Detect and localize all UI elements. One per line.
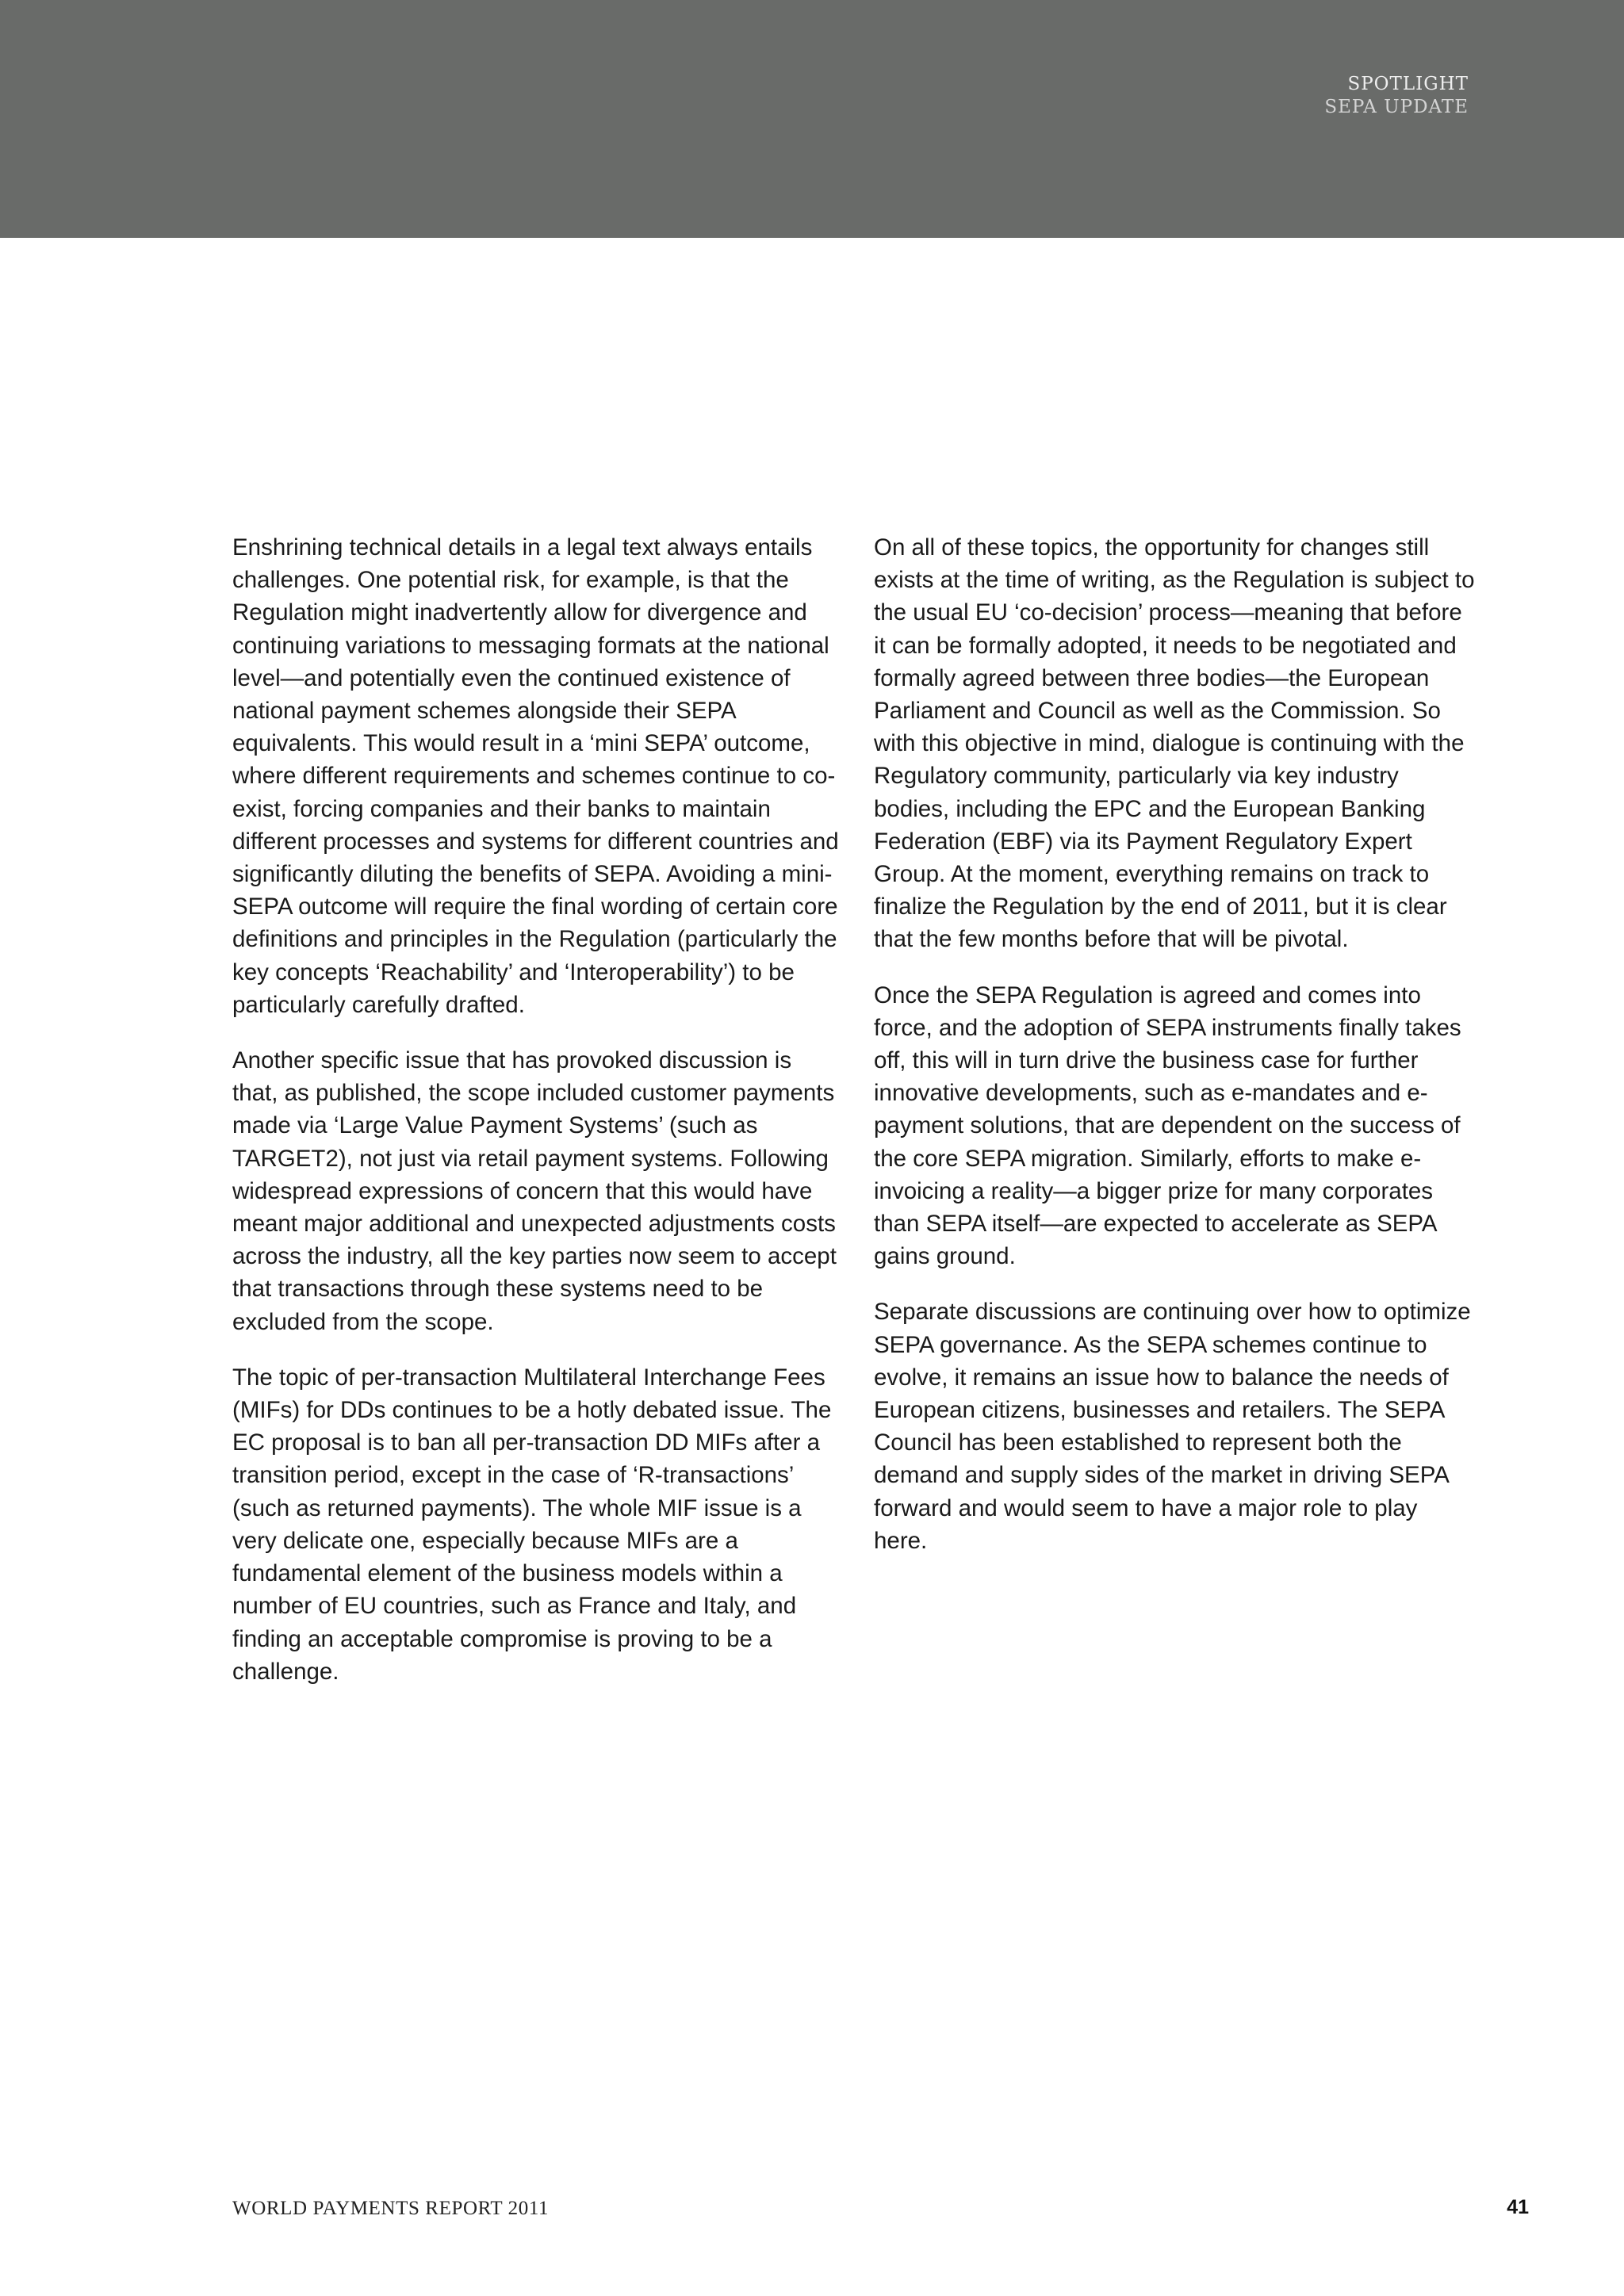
paragraph: Enshrining technical details in a legal text always entails challenges. One potential risk, for example, is that the Regulation might inadvertently allow for divergence and continuing variations to messaging formats at the national level—and potentially even the continued existence of national payment schemes alongside their SEPA equivalents. This would result in a ‘mini SEPA’ outcome, where different requirements and schemes continue to co-exist, forcing companies and their banks to maintain different processes and systems for different countries and significantly diluting the benefits of SEPA. Avoiding a mini-SEPA outcome will require the final wording of certain core definitions and principles in the Regulation (particularly the key concepts ‘Reachability’ and ‘Interoperability’) to be particularly carefully drafted.	[232, 534, 839, 1018]
section-subtitle: SEPA UPDATE	[1324, 97, 1469, 117]
section-title: SPOTLIGHT	[1347, 74, 1469, 94]
paragraph: On all of these topics, the opportunity for changes still exists at the time of writing, as the Regulation is subject to the usual EU ‘co-decision’ process—meaning that before it can be formally adopted, it needs to be negotiated and formally agreed between three bodies—the European Parliament and Council as well as the Commission. So with this objective in mind, dialogue is continuing with the Regulatory community, particularly via key industry bodies, including the EPC and the European Banking Federation (EBF) via its Payment Regulatory Expert Group. At the moment, everything remains on track to finalize the Regulation by the end of 2011, but it is clear that the few months before that will be pivotal.	[874, 534, 1475, 953]
footer-publication-title: WORLD PAYMENTS REPORT 2011	[232, 2198, 550, 2219]
page-number: 41	[1507, 2196, 1529, 2218]
paragraph: The topic of per-transaction Multilateral Interchange Fees (MIFs) for DDs continues to be a hotly debated issue. The EC proposal is to ban all per-transaction DD MIFs after a transition period, except in the case of ‘R-transactions’ (such as returned payments). The whole MIF issue is a very delicate one, especially because MIFs are a fundamental element of the business models within a number of EU countries, such as France and Italy, and finding an acceptable compromise is proving to be a challenge.	[232, 1364, 832, 1685]
header-band	[0, 0, 1624, 238]
paragraph: Another specific issue that has provoked discussion is that, as published, the scope included customer payments made via ‘Large Value Payment Systems’ (such as TARGET2), not just via retail payment systems. Following widespread expressions of concern that this would have meant major additional and unexpected adjustments costs across the industry, all the key parties now seem to accept that transactions through these systems need to be excluded from the scope.	[232, 1047, 837, 1335]
right-column	[874, 531, 1477, 1580]
left-column	[232, 531, 839, 1711]
paragraph: Once the SEPA Regulation is agreed and comes into force, and the adoption of SEPA instruments finally takes off, this will in turn drive the business case for further innovative developments, such as e-mandates and e-payment solutions, that are dependent on the success of the core SEPA migration. Similarly, efforts to make e-invoicing a reality—a bigger prize for many corporates than SEPA itself—are expected to accelerate as SEPA gains ground.	[874, 982, 1461, 1270]
paragraph: Separate discussions are continuing over how to optimize SEPA governance. As the SEPA schemes continue to evolve, it remains an issue how to balance the needs of European citizens, businesses and retailers. The SEPA Council has been established to represent both the demand and supply sides of the market in driving SEPA forward and would seem to have a major role to play here.	[874, 1299, 1471, 1554]
section-label	[1324, 73, 1469, 119]
